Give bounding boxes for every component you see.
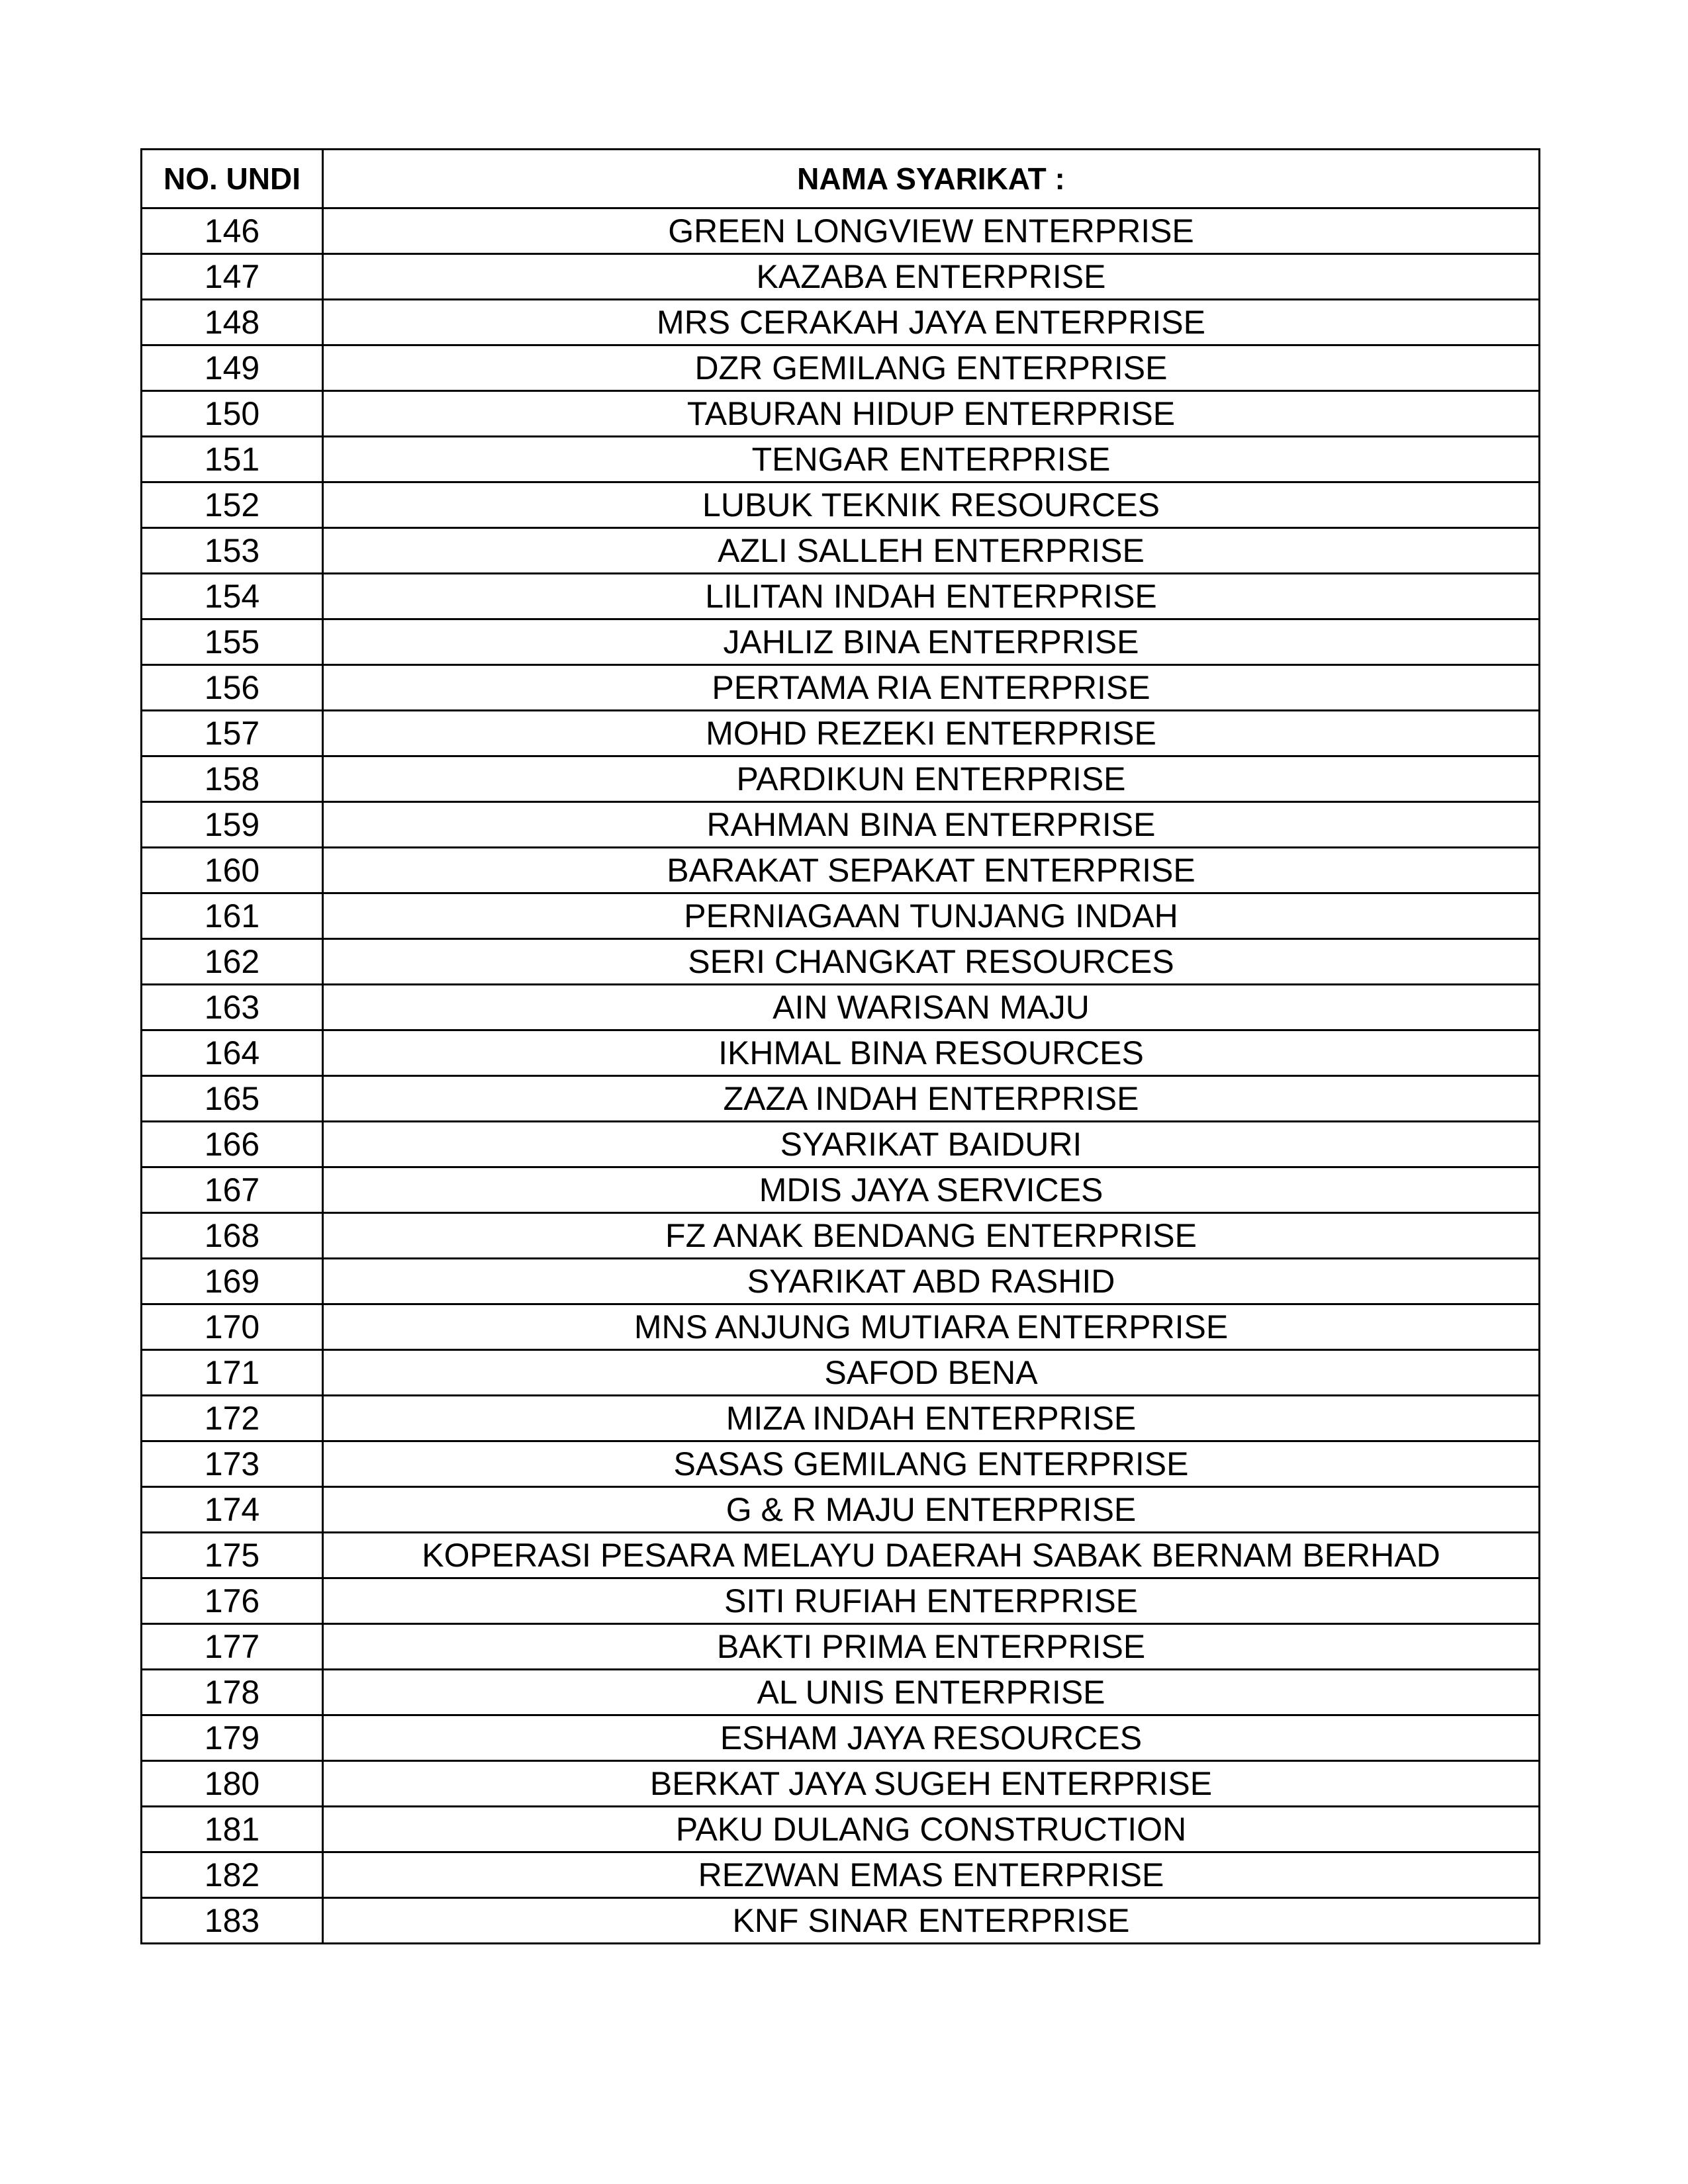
row-nama-syarikat: PERNIAGAAN TUNJANG INDAH — [323, 893, 1540, 939]
table-row — [142, 1670, 1540, 1715]
row-no-undi: 180 — [142, 1761, 323, 1807]
row-nama-syarikat: REZWAN EMAS ENTERPRISE — [323, 1852, 1540, 1898]
row-nama-syarikat: AZLI SALLEH ENTERPRISE — [323, 528, 1540, 574]
table-row — [142, 1213, 1540, 1259]
table-row — [142, 1852, 1540, 1898]
table-row — [142, 711, 1540, 756]
table-row — [142, 1487, 1540, 1533]
row-no-undi: 175 — [142, 1533, 323, 1578]
row-nama-syarikat: SYARIKAT ABD RASHID — [323, 1259, 1540, 1304]
row-nama-syarikat: MRS CERAKAH JAYA ENTERPRISE — [323, 300, 1540, 345]
table-row — [142, 1030, 1540, 1076]
row-no-undi: 147 — [142, 254, 323, 300]
row-no-undi: 168 — [142, 1213, 323, 1259]
row-no-undi: 179 — [142, 1715, 323, 1761]
table-row — [142, 939, 1540, 985]
table-row — [142, 1304, 1540, 1350]
row-nama-syarikat: BAKTI PRIMA ENTERPRISE — [323, 1624, 1540, 1670]
row-nama-syarikat: ZAZA INDAH ENTERPRISE — [323, 1076, 1540, 1122]
row-nama-syarikat: IKHMAL BINA RESOURCES — [323, 1030, 1540, 1076]
row-nama-syarikat: JAHLIZ BINA ENTERPRISE — [323, 619, 1540, 665]
table-row — [142, 208, 1540, 254]
table-row — [142, 1715, 1540, 1761]
table-row — [142, 345, 1540, 391]
table-row — [142, 1578, 1540, 1624]
row-no-undi: 150 — [142, 391, 323, 437]
table-header-row — [142, 150, 1540, 208]
row-no-undi: 181 — [142, 1807, 323, 1852]
table-row — [142, 1761, 1540, 1807]
row-no-undi: 169 — [142, 1259, 323, 1304]
row-no-undi: 160 — [142, 848, 323, 893]
table-row — [142, 893, 1540, 939]
row-nama-syarikat: RAHMAN BINA ENTERPRISE — [323, 802, 1540, 848]
table-row — [142, 574, 1540, 619]
row-no-undi: 152 — [142, 482, 323, 528]
row-no-undi: 183 — [142, 1898, 323, 1944]
row-nama-syarikat: SYARIKAT BAIDURI — [323, 1122, 1540, 1167]
row-no-undi: 146 — [142, 208, 323, 254]
table-row — [142, 848, 1540, 893]
table-row — [142, 437, 1540, 482]
row-nama-syarikat: SAFOD BENA — [323, 1350, 1540, 1396]
row-no-undi: 174 — [142, 1487, 323, 1533]
row-no-undi: 172 — [142, 1396, 323, 1441]
table-row — [142, 1167, 1540, 1213]
row-nama-syarikat: SERI CHANGKAT RESOURCES — [323, 939, 1540, 985]
row-nama-syarikat: MNS ANJUNG MUTIARA ENTERPRISE — [323, 1304, 1540, 1350]
row-nama-syarikat: FZ ANAK BENDANG ENTERPRISE — [323, 1213, 1540, 1259]
row-no-undi: 176 — [142, 1578, 323, 1624]
table-row — [142, 1898, 1540, 1944]
table-row — [142, 1350, 1540, 1396]
row-nama-syarikat: TABURAN HIDUP ENTERPRISE — [323, 391, 1540, 437]
row-nama-syarikat: AIN WARISAN MAJU — [323, 985, 1540, 1030]
row-no-undi: 162 — [142, 939, 323, 985]
table-row — [142, 1807, 1540, 1852]
table-row — [142, 1624, 1540, 1670]
row-no-undi: 161 — [142, 893, 323, 939]
row-nama-syarikat: LILITAN INDAH ENTERPRISE — [323, 574, 1540, 619]
table-row — [142, 985, 1540, 1030]
row-nama-syarikat: G & R MAJU ENTERPRISE — [323, 1487, 1540, 1533]
row-no-undi: 153 — [142, 528, 323, 574]
row-no-undi: 163 — [142, 985, 323, 1030]
row-nama-syarikat: TENGAR ENTERPRISE — [323, 437, 1540, 482]
table-row — [142, 1122, 1540, 1167]
row-no-undi: 170 — [142, 1304, 323, 1350]
row-nama-syarikat: SITI RUFIAH ENTERPRISE — [323, 1578, 1540, 1624]
row-nama-syarikat: PAKU DULANG CONSTRUCTION — [323, 1807, 1540, 1852]
row-no-undi: 166 — [142, 1122, 323, 1167]
row-no-undi: 182 — [142, 1852, 323, 1898]
row-no-undi: 178 — [142, 1670, 323, 1715]
row-nama-syarikat: LUBUK TEKNIK RESOURCES — [323, 482, 1540, 528]
row-no-undi: 156 — [142, 665, 323, 711]
row-no-undi: 155 — [142, 619, 323, 665]
row-nama-syarikat: AL UNIS ENTERPRISE — [323, 1670, 1540, 1715]
row-nama-syarikat: MOHD REZEKI ENTERPRISE — [323, 711, 1540, 756]
header-no-undi: NO. UNDI — [142, 150, 323, 208]
row-nama-syarikat: GREEN LONGVIEW ENTERPRISE — [323, 208, 1540, 254]
table-row — [142, 665, 1540, 711]
row-nama-syarikat: ESHAM JAYA RESOURCES — [323, 1715, 1540, 1761]
row-no-undi: 173 — [142, 1441, 323, 1487]
header-nama-syarikat: NAMA SYARIKAT : — [323, 150, 1540, 208]
table-row — [142, 254, 1540, 300]
table-row — [142, 802, 1540, 848]
row-nama-syarikat: BERKAT JAYA SUGEH ENTERPRISE — [323, 1761, 1540, 1807]
row-no-undi: 154 — [142, 574, 323, 619]
row-no-undi: 164 — [142, 1030, 323, 1076]
table-body — [142, 208, 1540, 1944]
row-nama-syarikat: SASAS GEMILANG ENTERPRISE — [323, 1441, 1540, 1487]
row-nama-syarikat: MIZA INDAH ENTERPRISE — [323, 1396, 1540, 1441]
row-nama-syarikat: KAZABA ENTERPRISE — [323, 254, 1540, 300]
row-no-undi: 165 — [142, 1076, 323, 1122]
row-no-undi: 148 — [142, 300, 323, 345]
row-no-undi: 151 — [142, 437, 323, 482]
table-row — [142, 1441, 1540, 1487]
row-no-undi: 159 — [142, 802, 323, 848]
table-row — [142, 1396, 1540, 1441]
row-nama-syarikat: MDIS JAYA SERVICES — [323, 1167, 1540, 1213]
table-row — [142, 1533, 1540, 1578]
row-no-undi: 157 — [142, 711, 323, 756]
row-nama-syarikat: DZR GEMILANG ENTERPRISE — [323, 345, 1540, 391]
row-no-undi: 167 — [142, 1167, 323, 1213]
table-row — [142, 300, 1540, 345]
row-no-undi: 149 — [142, 345, 323, 391]
table-row — [142, 756, 1540, 802]
table-row — [142, 1259, 1540, 1304]
row-nama-syarikat: PERTAMA RIA ENTERPRISE — [323, 665, 1540, 711]
row-nama-syarikat: KOPERASI PESARA MELAYU DAERAH SABAK BERNAM BERHAD — [323, 1533, 1540, 1578]
table-row — [142, 528, 1540, 574]
row-no-undi: 158 — [142, 756, 323, 802]
table-row — [142, 391, 1540, 437]
row-nama-syarikat: PARDIKUN ENTERPRISE — [323, 756, 1540, 802]
row-nama-syarikat: BARAKAT SEPAKAT ENTERPRISE — [323, 848, 1540, 893]
table-row — [142, 619, 1540, 665]
table-row — [142, 482, 1540, 528]
row-nama-syarikat: KNF SINAR ENTERPRISE — [323, 1898, 1540, 1944]
company-draw-table — [140, 148, 1540, 1944]
table-row — [142, 1076, 1540, 1122]
row-no-undi: 177 — [142, 1624, 323, 1670]
row-no-undi: 171 — [142, 1350, 323, 1396]
